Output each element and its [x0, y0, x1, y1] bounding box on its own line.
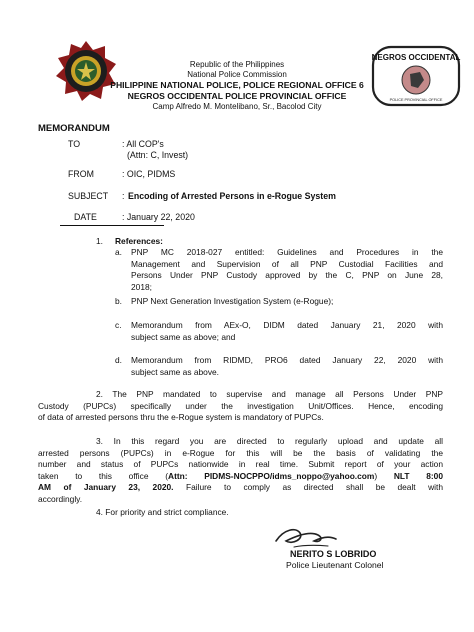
date-value: : January 22, 2020 — [122, 212, 195, 222]
to-label: TO — [68, 139, 81, 149]
ref-d-text: Memorandum from RIDMD, PRO6 dated January 22, 2020 with subject same as above. — [131, 355, 443, 377]
subject-value: Encoding of Arrested Persons in e-Rogue System — [128, 191, 336, 201]
ref-a-letter: a. — [115, 247, 122, 257]
paragraph-2: 2. The PNP mandated to supervise and manage all Persons Under PNP Custody (PUPCs) specifically under the investigation Unit/Offices. Hence, encoding of data of arrested persons thru the e-Rogue system is mandatory of PUPCs. — [38, 389, 443, 422]
references-number: 1. — [96, 236, 103, 246]
to-attn: (Attn: C, Invest) — [127, 150, 189, 160]
deadline: AM of January 23, 2020. — [38, 482, 174, 492]
header-divider — [60, 225, 164, 226]
header-address: Camp Alfredo M. Montelibano, Sr., Bacolod City — [152, 102, 322, 111]
ref-c-letter: c. — [115, 320, 122, 330]
svg-text:NEGROS OCCIDENTAL: NEGROS OCCIDENTAL — [371, 53, 461, 62]
references-heading: References: — [115, 236, 163, 246]
ref-b-letter: b. — [115, 296, 122, 306]
ref-b-text: PNP Next Generation Investigation System (e-Rogue); — [131, 296, 334, 306]
ref-d-letter: d. — [115, 355, 122, 365]
header-republic: Republic of the Philippines — [189, 60, 285, 69]
paragraph-3: 3. In this regard you are directed to regularly upload and update all arrested persons (PUPCs) in e-Rogue for this will be the basis of validating the number and status of PUPCs nationwide in real time. Submit report of your action taken to this office (Attn: PIDMS-NOCPPO/idms_noppo@yahoo.com) NLT 8:00 AM of January 23, 2020. Failure to comply as directed shall be dealt with accordingly. — [38, 436, 443, 504]
signatory-rank: Police Lieutenant Colonel — [286, 560, 384, 570]
ref-a-text: PNP MC 2018-027 entitled: Guidelines and Procedures in the Management and Supervision of all PNP Custodial Facilities and Persons Under PNP Custody approved by the C, PNP on June 28, 2018; — [131, 247, 443, 292]
header-napolcom: National Police Commission — [187, 70, 287, 79]
svg-text:POLICE PROVINCIAL OFFICE: POLICE PROVINCIAL OFFICE — [389, 98, 443, 102]
attn-email: Attn: PIDMS-NOCPPO/idms_noppo@yahoo.com — [168, 470, 375, 481]
header-pro6: PHILIPPINE NATIONAL POLICE, POLICE REGIONAL OFFICE 6 — [110, 80, 364, 90]
subject-label: SUBJECT — [68, 191, 109, 201]
to-value: : All COP's — [122, 139, 164, 149]
ref-c-text: Memorandum from AEx-O, DIDM dated January 21, 2020 with subject same as above; and — [131, 320, 443, 342]
from-value: : OIC, PIDMS — [122, 169, 176, 179]
from-label: FROM — [68, 169, 94, 179]
signatory-name: NERITO S LOBRIDO — [290, 549, 377, 559]
date-label: DATE — [74, 212, 97, 222]
paragraph-4: 4. For priority and strict compliance. — [96, 507, 229, 517]
subject-colon: : — [122, 191, 125, 201]
memo-title: MEMORANDUM — [38, 123, 110, 134]
header-nocppo: NEGROS OCCIDENTAL POLICE PROVINCIAL OFFICE — [127, 91, 347, 101]
